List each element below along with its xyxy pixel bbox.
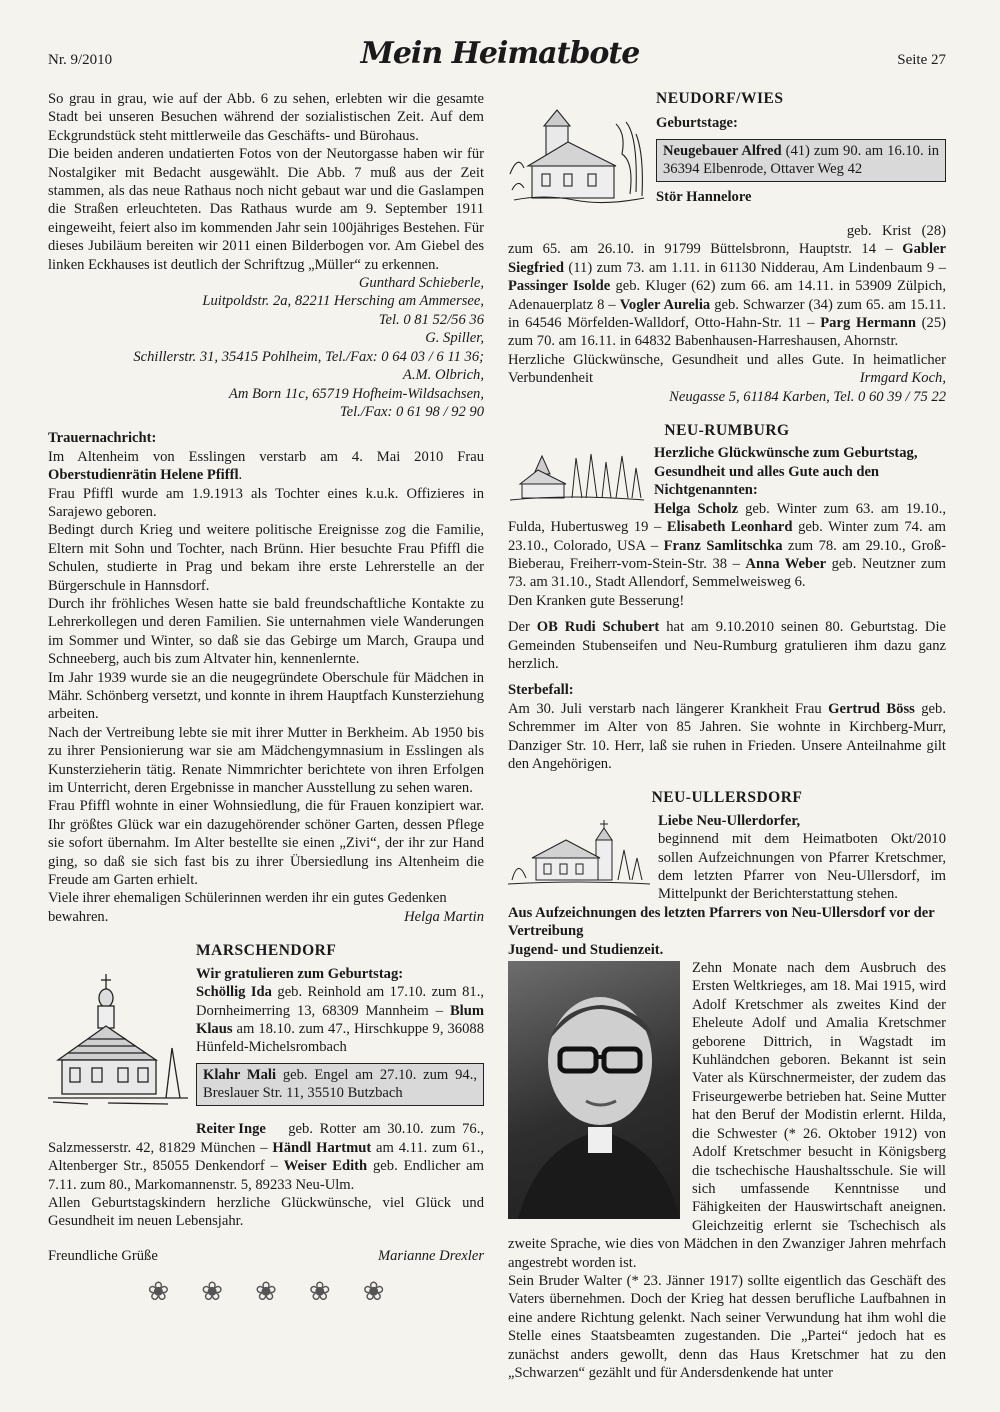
signature-line: Tel./Fax: 0 61 98 / 92 90: [339, 403, 484, 420]
section-title-neurumburg: NEU-RUMBURG: [664, 422, 790, 440]
letter-greeting: Liebe Neu-Ullerdorfer,: [658, 812, 801, 829]
issue-number: Nr. 9/2010: [48, 52, 113, 68]
section-neuullersdorf: [508, 789, 946, 1382]
section-title-marschendorf: MARSCHENDORF: [196, 942, 337, 960]
flower-icon: ❀: [308, 1277, 331, 1307]
church-illustration: [508, 104, 648, 222]
article-paragraph: Zehn Monate nach dem Ausbruch des Ersten Weltkrieges, am 18. Mai 1915, wird Adolf Kretschmer als zweites Kind der Eheleute Adolf und Amalia Kretschmer geborene Dittrich, in Wagstadt im Kuhländchen geboren. Bekannt ist sein Vater als Kürschnermeister, der zudem das Friseurgewerbe betrieben hat. Seine Mutter hat den Beruf der Modistin erlernt. Hilda, die Schwester (* 26. Oktober 1912) von Adolf Kretschmer besucht in Königsberg die tschechische Haushaltsschule. Sie will sich umfassende Kenntnisse und Fähigkeiten der Hauswirtschaft aneignen. Gleichzeitig erlernt sie Tschechisch als zweite Sprache, wie dies von Mädchen in den Zwanziger Jahren mehrfach angestrebt worden ist.: [508, 960, 946, 1271]
greeting-line: Freundliche Grüße Marianne Drexler: [48, 1247, 484, 1264]
church-drawing: [508, 818, 650, 890]
flower-icon: ❀: [147, 1277, 170, 1307]
church-illustration: [508, 818, 650, 896]
birthday-list-continued: geb. Krist (28) zum 65. am 26.10. in 91799 Büttelsbronn, Hauptstr. 14 – Gabler Siegfried (11) zum 73. am 1.11. in 61130 Nidderau, Am Lindenbaum 9 – Passinger Isolde geb. Kluger (62) zum 66. am 14.11. in 53909 Zülpich, Adenauerplatz 8 – Vogler Aurelia geb. Schwarzer (34) zum 65. am 15.11. in 64546 Mörfelden-Walldorf, Otto-Hahn-Str. 11 – Parg Hermann (25) zum 70. am 16.11. in 64832 Babenhausen-Harreshausen, Ahornstr.: [508, 223, 947, 350]
section-neurumburg: [508, 422, 946, 773]
deceased-name: Oberstudienrätin Helene Pfiffl: [48, 467, 239, 484]
signature-line: Gunthard Schieberle,: [358, 275, 484, 292]
signature-line: Tel. 0 81 52/56 36: [378, 311, 484, 328]
birthday-list: Helga Scholz geb. Winter zum 63. am 19.10., Fulda, Hubertusweg 19 – Elisabeth Leonhard geb. Winter zum 74. am 23.10., Colorado, USA – Franz Samlitschka zum 78. am 29.10., Groß-Bieberau, Freiherr-vom-Stein-Str. 38 – Anna Weber geb. Neutzner zum 73. am 31.10., Stadt Allendorf, Semmelweisweg 6.: [508, 500, 947, 591]
intro-paragraph: So grau in grau, wie auf der Abb. 6 zu sehen, erlebten wir die gesamte Stadt bei unseren Besuchen während der sozialistischen Zeit. Auf dem Eckgrundstück steht mittlerweile das Geschäfts- und Bürohaus.: [48, 91, 484, 144]
flower-icon: ❀: [362, 1277, 385, 1307]
church-drawing: [508, 104, 648, 214]
obituary-paragraph: Frau Pfiffl wohnte in einer Wohnsiedlung, die für Frauen konzipiert war. Ihr größtes Glück war ein dazugehörender schöner Garten, dessen Pflege sie sofort übernahm. Im Alter bestellte sie einen „Zivi“, der ihr zur Hand ging, so daß sie sich fast bis zu ihrer Übersiedlung ins Altenheim die Freude am Garten erhielt.: [48, 798, 484, 889]
flower-icon: ❀: [255, 1277, 277, 1307]
congrats-intro: Herzliche Glückwünsche zum Geburtstag, Gesundheit und alles Gute auch den Nichtgenannten:: [654, 445, 918, 499]
birthday-wishes: Allen Geburtstagskindern herzliche Glückwünsche, viel Glück und Gesundheit im neuen Lebensjahr.: [48, 1194, 484, 1230]
obituary-closing: Viele ihrer ehemaligen Schülerinnen werden ihr ein gutes Gedenken bewahren. Helga Martin: [48, 890, 484, 925]
obituary-paragraph: Im Jahr 1939 wurde sie an die neugegründete Oberschule für Mädchen in Mähr. Schönberg versetzt, und konnte in ihrem Hauptfach Kunsterziehung arbeiten.: [48, 669, 484, 723]
signature-line: G. Spiller,: [425, 330, 484, 347]
obituary-paragraph: Bedingt durch Krieg und weitere politische Ereignisse zog die Familie, Eltern mit Sohn und Tochter, nach Brünn. Hier besuchte Frau Pfiffl die Schulen, studierte in Prag und bekam ihre erste Lehrerstelle an der Bürgerschule in Hannsdorf.: [48, 522, 484, 594]
section-subtitle: Geburtstage:: [656, 115, 738, 132]
signature-name: Irmgard Koch,: [859, 370, 946, 387]
section-title-neuullersdorf: NEU-ULLERSDORF: [651, 789, 803, 807]
birthday-list-continued: geb. Rotter am 30.10. zum 76., Salzmesserstr. 42, 81829 München – Händl Hartmut am 4.11. zum 61., Altenberger Str., 85055 Denkendorf – Weiser Edith geb. Endlicher am 7.11. zum 80., Markomannenstr. 5, 89233 Neu-Ulm.: [48, 1121, 484, 1193]
letter-intro: beginnend mit dem Heimatboten Okt/2010 sollen Aufzeichnungen von Pfarrer Kretschmer, dem letzten Pfarrer von Neu-Ullersdorf, im Mittelpunkt der Berichterstattung stehen.: [658, 831, 946, 903]
intro-paragraph: Die beiden anderen undatierten Fotos von der Neutorgasse haben wir für Nostalgiker mit Bedacht ausgewählt. Die Abb. 7 muß aus der Zeit stammen, als das neue Rathaus noch nicht gebaut war und die Gaslampen die Straßen erleuchteten. Das Rathaus wurde am 9. September 1911 eingeweiht, feiert also im kommenden Jahr sein 100jähriges Bestehen. Für dieses Jubiläum bereiten wir 2011 einen Bilderbogen vor. Am Giebel des linken Eckhauses ist deutlich der Schriftzug „Müller“ zu erkennen.: [48, 146, 484, 273]
church-illustration: [48, 968, 188, 1120]
right-column: [508, 90, 946, 1382]
ob-birthday-paragraph: Der OB Rudi Schubert hat am 9.10.2010 seinen 80. Geburtstag. Die Gemeinden Stubenseifen und Neu-Rumburg gratulieren ihm dazu ganz herzlich.: [508, 619, 946, 672]
signature-line: A.M. Olbrich,: [402, 367, 484, 384]
obituary-paragraph: Frau Pfiffl wurde am 1.9.1913 als Tochter eines k.u.k. Offizieres in Sarajewo geboren.: [48, 485, 484, 520]
masthead-title: Mein Heimatbote: [360, 36, 640, 71]
section-subtitle: Wir gratulieren zum Geburtstag:: [196, 965, 404, 982]
portrait-photo: [508, 961, 680, 1219]
obituary-paragraph: Im Altenheim von Esslingen verstarb am 4. Mai 2010 Frau Oberstudienrätin Helene Pfiffl.: [48, 448, 484, 484]
birthday-list: Reiter Inge: [196, 1121, 266, 1138]
church-drawing: [508, 448, 646, 504]
section-marschendorf: [48, 942, 484, 1307]
obituary-paragraph: Durch ihr fröhliches Wesen hatte sie bald freundschaftliche Kontakte zu Lehrerkollegen und deren Familien. Sie unternahmen viele Wanderungen im Sommer und Winter, so daß sie das Gebirge um March, Graupa und Schneeberg, auch bis zum Altvater hin, kennenlernte.: [48, 595, 484, 668]
birthday-list: Schöllig Ida geb. Reinhold am 17.10. zum 81., Dornheimerring 13, 68309 Mannheim – Blum Klaus am 18.10. zum 47., Hirschkuppe 9, 36088 Hünfeld-Michelsrombach: [196, 984, 484, 1056]
section-heading-sterbefall: Sterbefall:: [508, 682, 574, 699]
page-header: [0, 0, 1000, 90]
church-drawing: [48, 968, 188, 1108]
section-title-neudorf: NEUDORF/WIES: [656, 90, 784, 107]
greeting-signature: Marianne Drexler: [377, 1247, 484, 1264]
obituary-signature: Helga Martin: [404, 908, 484, 925]
obituary-paragraph: Nach der Vertreibung lebte sie mit ihrer Mutter in Berkheim. Ab 1950 bis zu ihrer Pensionierung war sie am Mädchengymnasium in Esslingen als Kunsterzieherin tätig. Renate Nimmrichter berichtete von ihren Erfolgen im Unterricht, deren Ergebnisse in mancher Ausstellung zu sehen waren.: [48, 724, 484, 797]
flower-icon: ❀: [201, 1277, 224, 1307]
section-neudorf: [508, 90, 946, 406]
portrait-drawing: [508, 961, 680, 1219]
highlighted-birthday-box: Neugebauer Alfred (41) zum 90. am 16.10. in 36394 Elbenrode, Ottaver Weg 42: [656, 139, 946, 182]
article-subhead: Jugend- und Studienzeit.: [508, 941, 664, 958]
birthday-wishes: Herzliche Glückwünsche, Gesundheit und alles Gute. In heimatlicher Verbundenheit Irmgard Koch,: [508, 351, 946, 387]
section-heading-trauer: Trauernachricht:: [48, 430, 157, 447]
page-number: Seite 27: [897, 52, 946, 68]
article-headline: Aus Aufzeichnungen des letzten Pfarrers von Neu-Ullersdorf vor der Vertreibung: [508, 904, 935, 940]
death-notice: Am 30. Juli verstarb nach längerer Krankheit Frau Gertrud Böss geb. Schremmer im Alter von 85 Jahren. Sie wohnte in Kirchberg-Murr, Danziger Str. 10. Herr, laß sie ruhen in Frieden. Unsere Anteilnahme gilt den Angehörigen.: [508, 700, 946, 772]
church-illustration: [508, 448, 646, 510]
article-paragraph: Sein Bruder Walter (* 23. Jänner 1917) sollte eigentlich das Geschäft des Vaters übernehmen. Doch der Krieg hat dessen berufliche Laufbahnen in eine andere Richtung gelenkt. Nach seiner Verwundung hat ihm wohl die Stelle eines Staatsbeamten zugestanden. Die „Partei“ jedoch hat es zunächst anders gewollt, denn das Haus Kretschmer hat zu den „Schwarzen“ gezählt und für Andersdenkende hat unter: [508, 1272, 946, 1381]
get-well-line: Den Kranken gute Besserung!: [508, 592, 685, 609]
signature-line: Am Born 11c, 65719 Hofheim-Wildsachsen,: [228, 385, 484, 402]
flower-ornaments: [48, 1277, 484, 1307]
signature-line: Luitpoldstr. 2a, 82211 Hersching am Ammersee,: [202, 293, 484, 310]
birthday-list: Stör Hannelore: [656, 188, 752, 205]
signature-address: Neugasse 5, 61184 Karben, Tel. 0 60 39 / 75 22: [669, 388, 946, 405]
signature-line: Schillerstr. 31, 35415 Pohlheim, Tel./Fax: 0 64 03 / 6 11 36;: [133, 348, 484, 365]
left-column: [48, 90, 484, 1307]
highlighted-birthday-box: Klahr Mali geb. Engel am 27.10. zum 94., Breslauer Str. 11, 35510 Butzbach: [196, 1063, 484, 1106]
